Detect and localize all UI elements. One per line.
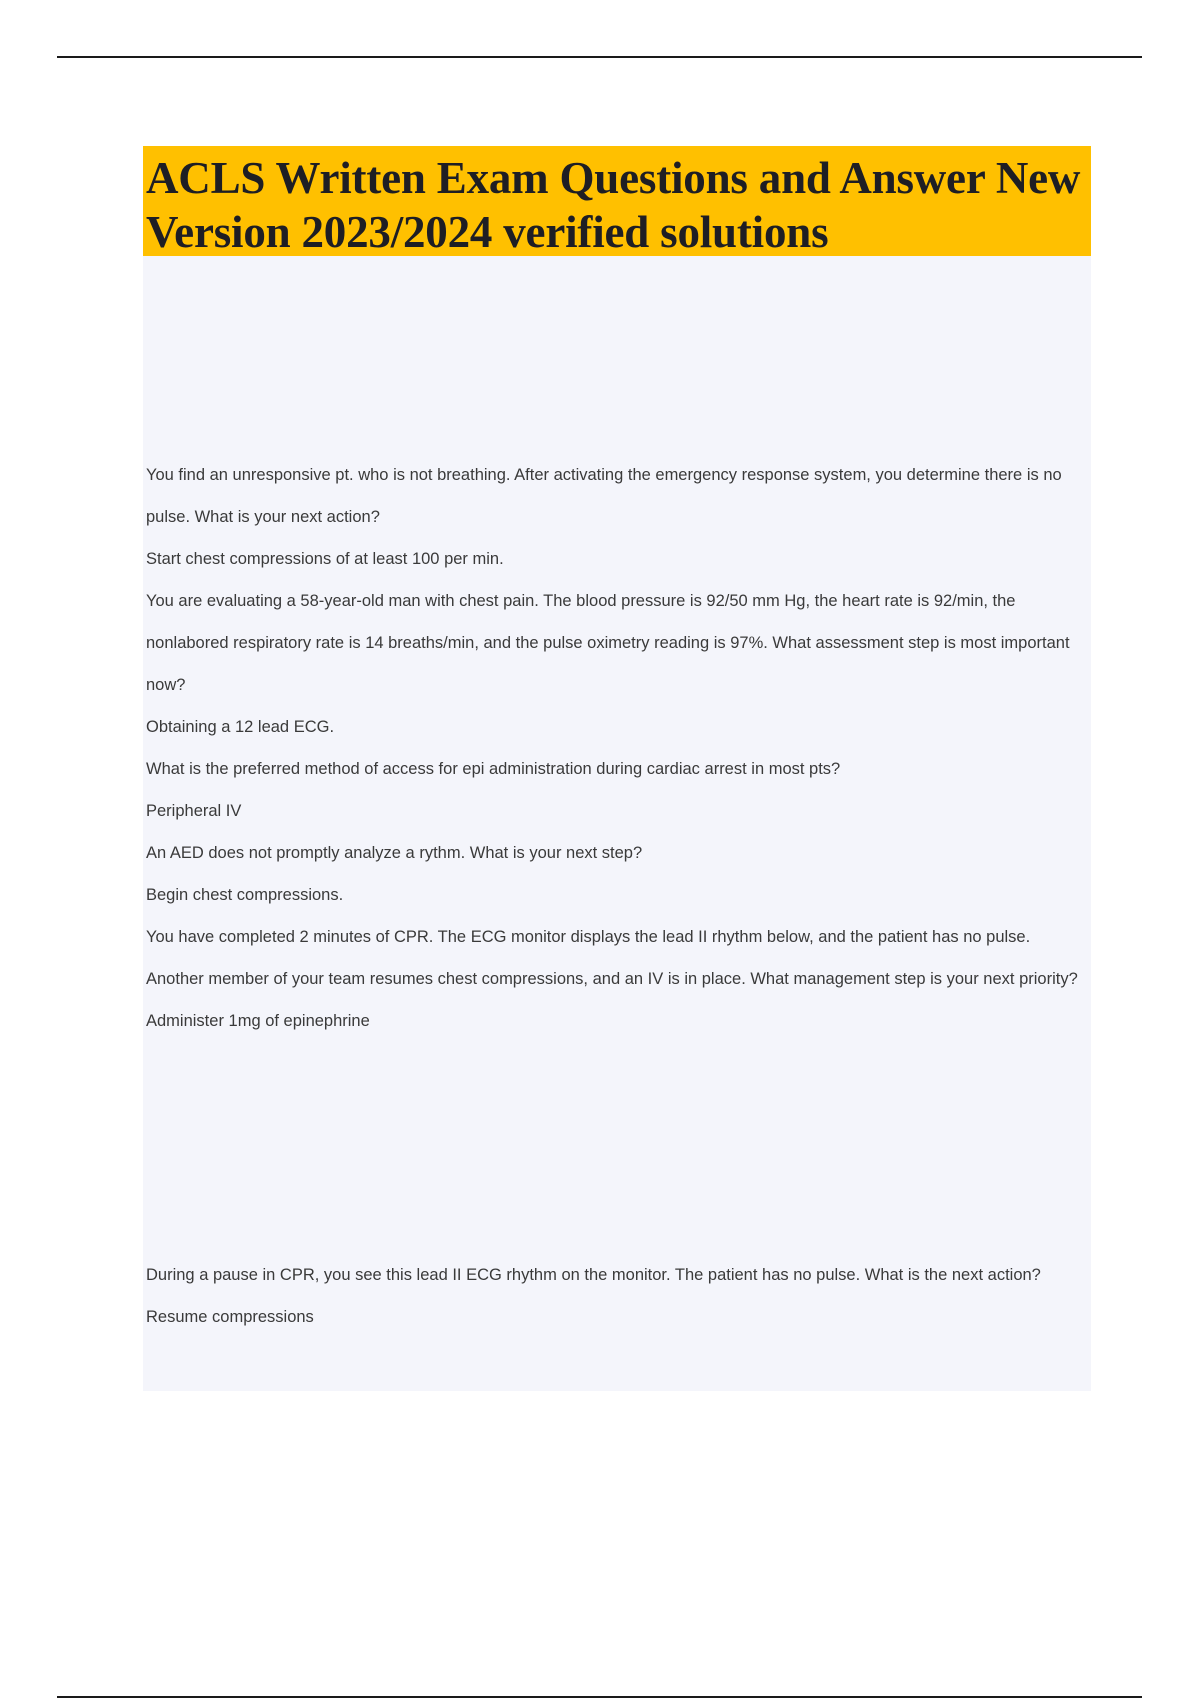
footer-rule [57, 1696, 1142, 1698]
answer-text: Start chest compressions of at least 100 per min. [146, 550, 504, 568]
qa-group-2 [146, 1254, 1086, 1338]
header-rule [57, 56, 1142, 58]
answer-text: Obtaining a 12 lead ECG. [146, 718, 335, 736]
question-text: You have completed 2 minutes of CPR. The ECG monitor displays the lead II rhythm below, and the patient has no pulse. Another member of your team resumes chest compressions, and an IV is in place. What management step is your next priority? [146, 928, 1078, 988]
answer-text: Peripheral IV [146, 802, 242, 820]
answer-text: Begin chest compressions. [146, 886, 344, 904]
question-text: What is the preferred method of access for epi administration during cardiac arrest in most pts? [146, 760, 841, 778]
question-text: An AED does not promptly analyze a rythm. What is your next step? [146, 844, 643, 862]
answer-text: Resume compressions [146, 1308, 314, 1326]
qa-group-1 [146, 454, 1086, 1042]
document-title: ACLS Written Exam Questions and Answer New Version 2023/2024 verified solutions [146, 153, 1081, 257]
document-content [143, 146, 1091, 1391]
question-text: You are evaluating a 58-year-old man with chest pain. The blood pressure is 92/50 mm Hg, the heart rate is 92/min, the nonlabored respiratory rate is 14 breaths/min, and the pulse oximetry reading is 97%. What assessment step is most important now? [146, 592, 1070, 694]
question-text: You find an unresponsive pt. who is not breathing. After activating the emergency response system, you determine there is no pulse. What is your next action? [146, 466, 1062, 526]
answer-text: Administer 1mg of epinephrine [146, 1012, 370, 1030]
title-banner [143, 146, 1091, 256]
question-text: During a pause in CPR, you see this lead II ECG rhythm on the monitor. The patient has no pulse. What is the next action? [146, 1266, 1041, 1284]
